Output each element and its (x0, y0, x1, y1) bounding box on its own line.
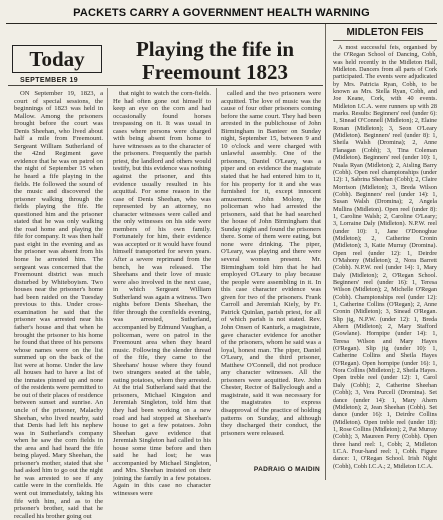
article-text-column-1: ON September 19, 1823, a court of special sessions, the beginnings of 1823 was held in Mallow. Among the prisoners brought before the court was Denis Sheehan, who lived about half a mile from Freemount. Sergeant William Sutherland of the 42nd Regiment gave evidence that he was on patrol on the night of September 15 when he heard a fife playing in the fields. He followed the sound of the music and discovered the prisoner walking through the fields playing the fife. He questioned him and the prisoner stated that he was only walking the road home and playing the fife for company. It was then half past eight in the evening and as the prisoner was absent from his home he arrested him. The sergeant was concerned that the Freemount district was much disturbed by Whiteboyism. Two houses near the prisoner's home had been raided on the Tuesday previous to this. Under cross-examination he said that the prisoner was arrested near his father's house and that when he brought the prisoner to his home he found that three of his persons whose names were on the list summed up on the back of the list were at home. Under the law all houses had to have a list of the inmates pinned up and none of the residents were permitted to be out of their places of residence between sunset and sunrise. An uncle of the prisoner, Malachy Sheehan, who lived nearby, said that Denis had left his nephew was in Sutherland's company when he saw the corn fields in the area and had heard the fife being played. Mary Sheehan, the prisoner's mother, stated that she had asked him to go out the night he was arrested to see if any cattle were in the cornfields. He went out immediately, taking his fife with him, and as to the prisoner's brother, said that he recalled his brother going out (14, 90, 103, 520)
sidebar-title: MIDLETON FEIS (346, 27, 424, 38)
sidebar-rule (333, 40, 437, 41)
sidebar-text: A most successful feis, organised by the O'Regan School of Dancing, Cobh, was held recently in the Midleton Hall, Midleton. Dancers from all parts of Cork participated. The events were adjudicated by Mrs. Patricia Ryan, Cobh, to be known as Mrs. Stella Ryan, Cobh, and Joe Keane, Cork, with 40 events. Midleton I.C.A. were runners up with 28 marks. Results: Beginners' reel (under 6): 1, Sinead O'Connell (Midleton); 2, Elaine Ronan (Midleton); 3, Seon O'Leary (Midleton). Beginners' reel (under 8): 1, Sheila Walsh (Dromina); 2, Anne Flanagan (Cobh); 3, Tina Coleman (Midleton). Beginners' reel (under 10): 1, Nuala Ryan (Midleton); 2, Aisling Barry (Cobh). Open reel championships (under 12): 1, Sabrina Sheehan (Cobh); 2, Claire Morrison (Midleton); 3, Breda Wilson (Cobh). Beginners' reel (under 14): 1, Susan Walsh (Dromina); 2, Angela Mullins (Midleton). Open reel (under 8): 1, Caroline Walsh; 2, Caroline O'Leary; 3, Lorraine Daly (Midleton). N.P.W. reel (under 10): 1, Jane O'Donoghue (Midleton); 2, Catherine Cronin (Midleton); 3, Katie Murray (Dromina). Open reel (under 12): 1, Deirdre O'Mahony (Midleton); 2, Nora Barrett (Cobh). N.P.W. reel (under 14): 1, Mary Daly (Midleton); 2, O'Regan School. Beginners' reel (under 16): 1, Teresa Wilson (Midleton); 2, Michelle O'Regan (Cobh). Championships reel (under 12): 1, Catherine Collins (O'Regan); 2, Anne Cronin (Midleton); 3, Sinead O'Regan. Slip jig, N.P.W. (under 12): 1, Breda Ahern (Midleton); 2, Mary Stafford (Gowlane). Hornpipe (under 14): 1, Teresa Wilson and Mary Hayes (O'Regan). Slip jig (under 10): 1, Catherine Collins and Sheila Hayes (O'Regan). Open hornpipe (under 16): 1, Nora Collins (Midleton); 2, Sheila Hayes. Open treble reel (under 12): 1, Carol Daly (Cobh); 2, Catherine Sheehan (Cobh); 3, Vera Purcell (Dromina). Set dance (under 14): 1, Mary Ahern (Midleton); 2, Jean Sheehan (Cobh). Set dance (under 16): 1, Deirdre Collins (Midleton). Open treble reel (under 18): 1, Rose Collins (Midleton); 2, Pat Murray (Cobh); 3, Maureen Perry (Cobh). Open three hand reel: 1, Cobh; 2, Midleton I.C.A. Four-hand reel: 1, Cobh. Figure dance: 1, O'Regan School. Irish Night (Cobh), Cobh I.C.A.; 2, Midleton I.C.A. (333, 44, 437, 470)
column-rule (107, 88, 108, 462)
article-text-column-3: called and the two prisoners were acquitted. The love of music was the cause of four other prisoners coming before the same court. They had been arrested in the publichouse of John Birmingham in Banteer on Sunday night, September 15, between 9 and 10 o'clock and were charged with unlawful assembly. One of the prisoners, Daniel O'Leary, was a piper and on evidence the magistrate stated that he had entered him to it, for his property for it and she was furnished for it, except innocent amusement. John Molony, the policeman who had arrested the prisoners, said that he had searched the house of John Birmingham that Sunday night and found the prisoners there. Some of them were eating, but none were drinking. The piper, O'Leary, was playing and there were several women present. Mr. Birmingham told him that he had employed O'Leary to play because the people were assembling in it. In this case character evidence was given for two of the prisoners. Frank Carroll and Jeremiah Kiely, by Fr. Patrick Quinlan, parish priest, for all of which parish is not stated. Rev. John Onsen of Kanturk, a magistrate, gave character evidence for another of the prisoners, whom he said was a loyal, honest man. The piper, Daniel O'Leary, and the third prisoner, Matthew O'Connell, did not produce any character witnesses. All the prisoners were acquitted. Rev. John Chester, Rector of Ballyclough and a magistrate, said it was necessary for the magistrates to express disapproval of the practice of holding patterns on Sunday, and although they discharged their conduct, the prisoners were released. (221, 90, 321, 437)
headline-rule (8, 85, 323, 86)
article-column-3 (221, 90, 321, 456)
article-column-2 (113, 90, 211, 497)
column-rule (216, 88, 217, 462)
health-warning-banner: PACKETS CARRY A GOVERNMENT HEALTH WARNING (73, 7, 370, 19)
sidebar-body (333, 44, 437, 478)
article-text-column-2: that night to watch the corn-fields. He had often gone out himself to keep an eye on the corn and had occasionally found horses trespassing on it. It was usual in cases where persons were charged with being absent from home to have witnesses as to the character of the prisoners. Frequently the parish priest, the landlord and others would testify, but this evidence was nothing against the prisoner, and this evidence usually resulted in his acquittal. For some reason in the case of Denis Sheehan, who was represented by an attorney, no character witnesses were called and the only witnesses on his side were members of his own family. Fortunately for him, their evidence was accepted or it would have found himself transported for seven years. After a severe reprimand from the bench, he was released. The Sheehans and their love of music were also involved in the next case, in which Sergeant William Sutherland was again a witness. Two nights before Denis Sheehan, the fifer through the cornfields evening, was arrested, Sutherland, accompanied by Edmund Vaughan, a policeman, were on patrol in the Freemount area when they heard music. Following the slender thread of the fife, they came to the Sheehans' house where they found two strangers seated at the table, eating potatoes, whom they arrested. At the trial Sutherland said that the prisoners, Michael Kingston and Jeremiah Singleton, told him that they had been working on a new road and had stopped at Sheehan's house to get a few potatoes. John Sheehan gave evidence that Jeremiah Singleton had called to his house some time before and then said he had lost; he was accompanied by Michael Singleton, and Mrs. Sheehan insisted on their joining the family in a few potatoes. Again in this case no character witnesses were (113, 90, 211, 497)
banner-rule (6, 23, 437, 24)
article-headline: Playing the fife in Freemount 1823 (135, 37, 295, 84)
sidebar-divider (325, 24, 326, 480)
byline: PADRAIG O MAIDIN (253, 466, 320, 473)
article-column-1 (14, 90, 103, 520)
date-line: SEPTEMBER 19 (20, 77, 79, 84)
column-badge: Today (12, 45, 102, 73)
